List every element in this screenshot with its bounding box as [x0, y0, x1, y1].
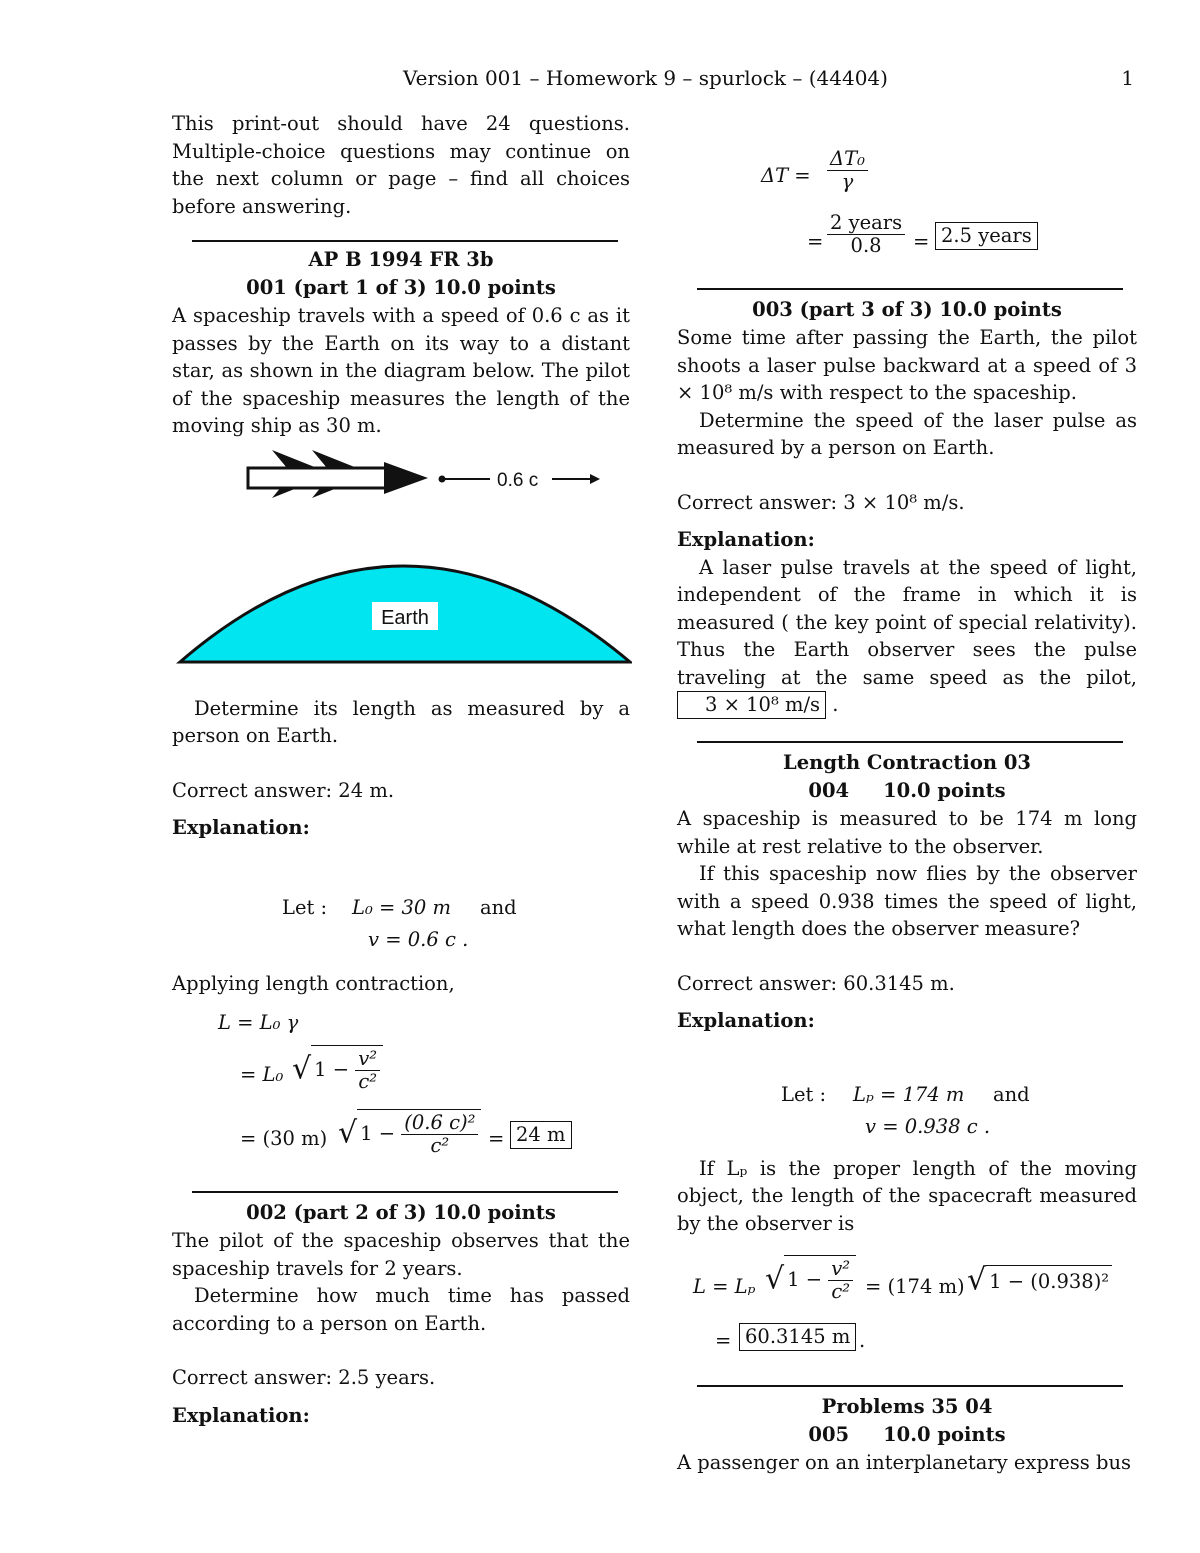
q1-text: A spaceship travels with a speed of 0.6 c as it passes by the Earth on its way to a distant star, as shown in the diagram below. The pilot of the spaceship measures the length of the moving ship as 30 m. — [172, 304, 630, 437]
q2-head: 002 (part 2 of 3) 10.0 points — [246, 1201, 556, 1224]
q1-head: 001 (part 1 of 3) 10.0 points — [246, 276, 556, 299]
q1-eq2-sqrt: √ 1 − $\frac{\text{v²}}{\text{c²}}$ — [292, 1045, 383, 1093]
q1-eq1 — [172, 1009, 630, 1043]
q2-frac1-den: γ — [841, 170, 854, 193]
q2-frac1-num: ΔT₀ — [827, 148, 868, 171]
left-column — [172, 110, 630, 1429]
q4-equation2 — [677, 1317, 1137, 1367]
q4-eq2-period: . — [859, 1329, 866, 1352]
q3-text: Some time after passing the Earth, the pilot shoots a laser pulse backward at a speed of 3 × 10⁸ m/s with respect to the spaceship. — [677, 326, 1137, 404]
q3-boxed-answer: 3 × 10⁸ m/s — [677, 691, 826, 719]
q4-eq-mid: = (174 m) — [865, 1275, 965, 1298]
q2-text: The pilot of the spaceship observes that the spaceship travels for 2 years. — [172, 1229, 630, 1280]
q2-frac1 — [827, 148, 868, 193]
divider — [697, 288, 1123, 290]
divider — [192, 240, 618, 242]
q4-let-and: and — [993, 1082, 1030, 1106]
q3-head: 003 (part 3 of 3) 10.0 points — [752, 298, 1062, 321]
page-header-title: Version 001 – Homework 9 – spurlock – (44404) — [403, 66, 888, 90]
q3-explanation-label: Explanation: — [677, 528, 815, 551]
q1-let-l0: L₀ = 30 m — [352, 895, 452, 919]
q1-eq3-sqrt: √ 1 − $\frac{\text{(0.6 c)²}}{\text{c²}}$ — [338, 1109, 481, 1157]
q1-eq3 — [172, 1105, 630, 1169]
q1-boxed-answer: 24 m — [510, 1121, 572, 1149]
q1-eq3-equals: = — [488, 1127, 505, 1150]
q1-applying: Applying length contraction, — [172, 971, 455, 995]
q1-let-and: and — [480, 895, 517, 919]
right-column — [677, 110, 1137, 1477]
q3-answer: Correct answer: 3 × 10⁸ m/s. — [677, 490, 965, 514]
q5-head: 005 10.0 points — [808, 1423, 1006, 1446]
q4-eq-rad2: 1 − (0.938)² — [986, 1265, 1112, 1296]
q2-frac2-den: 0.8 — [850, 234, 882, 257]
q4-answer: Correct answer: 60.3145 m. — [677, 971, 955, 995]
earth-label: Earth — [381, 607, 429, 629]
q1-let-row — [172, 894, 630, 928]
spaceship-earth-diagram — [172, 440, 632, 680]
q4-eq-lhs: L = Lₚ — [693, 1275, 756, 1298]
q4-eq2-equals: = — [715, 1329, 732, 1352]
q2-eq2-equals2: = — [913, 230, 930, 253]
q2-explanation-label: Explanation: — [172, 1403, 310, 1427]
q1-question: Determine its length as measured by a person on Earth. — [172, 696, 630, 747]
q1-eq2-pre: = L₀ — [240, 1063, 284, 1086]
q1-explanation-label: Explanation: — [172, 816, 310, 839]
q1-answer: Correct answer: 24 m. — [172, 778, 395, 802]
page-number: 1 — [1121, 66, 1134, 90]
q2-boxed-answer: 2.5 years — [935, 222, 1038, 250]
divider — [697, 741, 1123, 743]
q4-question: If this spaceship now flies by the observer with a speed 0.938 times the speed of light, what length does the observer measure? — [677, 862, 1137, 940]
q4-equation1 — [677, 1251, 1137, 1317]
divider — [192, 1191, 618, 1193]
q4-let-v: v = 0.938 c . — [865, 1114, 991, 1138]
q1-eq2 — [172, 1043, 630, 1105]
speed-label: 0.6 c — [497, 470, 539, 491]
q1-let-label: Let : — [282, 895, 328, 919]
q3-explanation-text: A laser pulse travels at the speed of light, independent of the frame in which it is measured ( the key point of special relativity). Thus the Earth observer sees the pulse traveling at the same speed as the pilot, 3 × 10⁸ m/s . — [677, 554, 1137, 720]
q3-explanation-body: A laser pulse travels at the speed of light, independent of the frame in which it is measured ( the key point of special relativity). Thus the Earth observer sees the pulse traveling at the same speed as the pilot, — [677, 555, 1137, 689]
page-header — [0, 66, 1200, 96]
q4-boxed-answer: 60.3145 m — [739, 1323, 856, 1351]
divider — [697, 1385, 1123, 1387]
q2-frac2-num: 2 years — [827, 212, 905, 235]
q4-explanation-label: Explanation: — [677, 1009, 815, 1032]
q2-eq2-equals: = — [807, 230, 824, 253]
q1-let-v-row — [172, 928, 630, 964]
q5-topic: Problems 35 04 — [821, 1395, 993, 1418]
q2-frac2 — [827, 212, 905, 257]
spaceship-diagram-svg — [172, 440, 632, 680]
q3-question: Determine the speed of the laser pulse as measured by a person on Earth. — [677, 408, 1137, 459]
q5-text: A passenger on an interplanetary express bus — [677, 1451, 1132, 1474]
intro-text: This print-out should have 24 questions. Multiple-choice questions may continue on the next column or page – find all choices before answering. — [172, 112, 630, 218]
q2-question: Determine how much time has passed according to a person on Earth. — [172, 1284, 630, 1335]
q4-topic: Length Contraction 03 — [783, 751, 1031, 774]
q1-let-v: v = 0.6 c . — [368, 927, 469, 951]
q1-topic: AP B 1994 FR 3b — [308, 248, 494, 271]
q1-eq3-pre: = (30 m) — [240, 1127, 328, 1150]
q4-let-label: Let : — [781, 1082, 827, 1106]
q4-head: 004 10.0 points — [808, 779, 1006, 802]
q2-equation — [677, 110, 1137, 282]
q4-let-v-row — [677, 1115, 1137, 1155]
q4-eq-sqrt2: √ 1 − (0.938)² — [967, 1265, 1112, 1296]
q4-if-text: If Lₚ is the proper length of the moving object, the length of the spacecraft measured by the observer is — [677, 1156, 1137, 1235]
q4-text: A spaceship is measured to be 174 m long while at rest relative to the observer. — [677, 807, 1137, 858]
q4-let-row — [677, 1081, 1137, 1115]
q2-answer: Correct answer: 2.5 years. — [172, 1366, 436, 1389]
q2-eq-lhs: ΔT = — [761, 164, 811, 187]
q4-eq-sqrt1: √ 1 − $\frac{\text{v²}}{\text{c²}}$ — [765, 1255, 856, 1303]
spaceship-icon — [248, 450, 428, 498]
q4-let-lp: Lₚ = 174 m — [853, 1082, 965, 1106]
q1-eq1-text: L = L₀ γ — [218, 1011, 299, 1034]
